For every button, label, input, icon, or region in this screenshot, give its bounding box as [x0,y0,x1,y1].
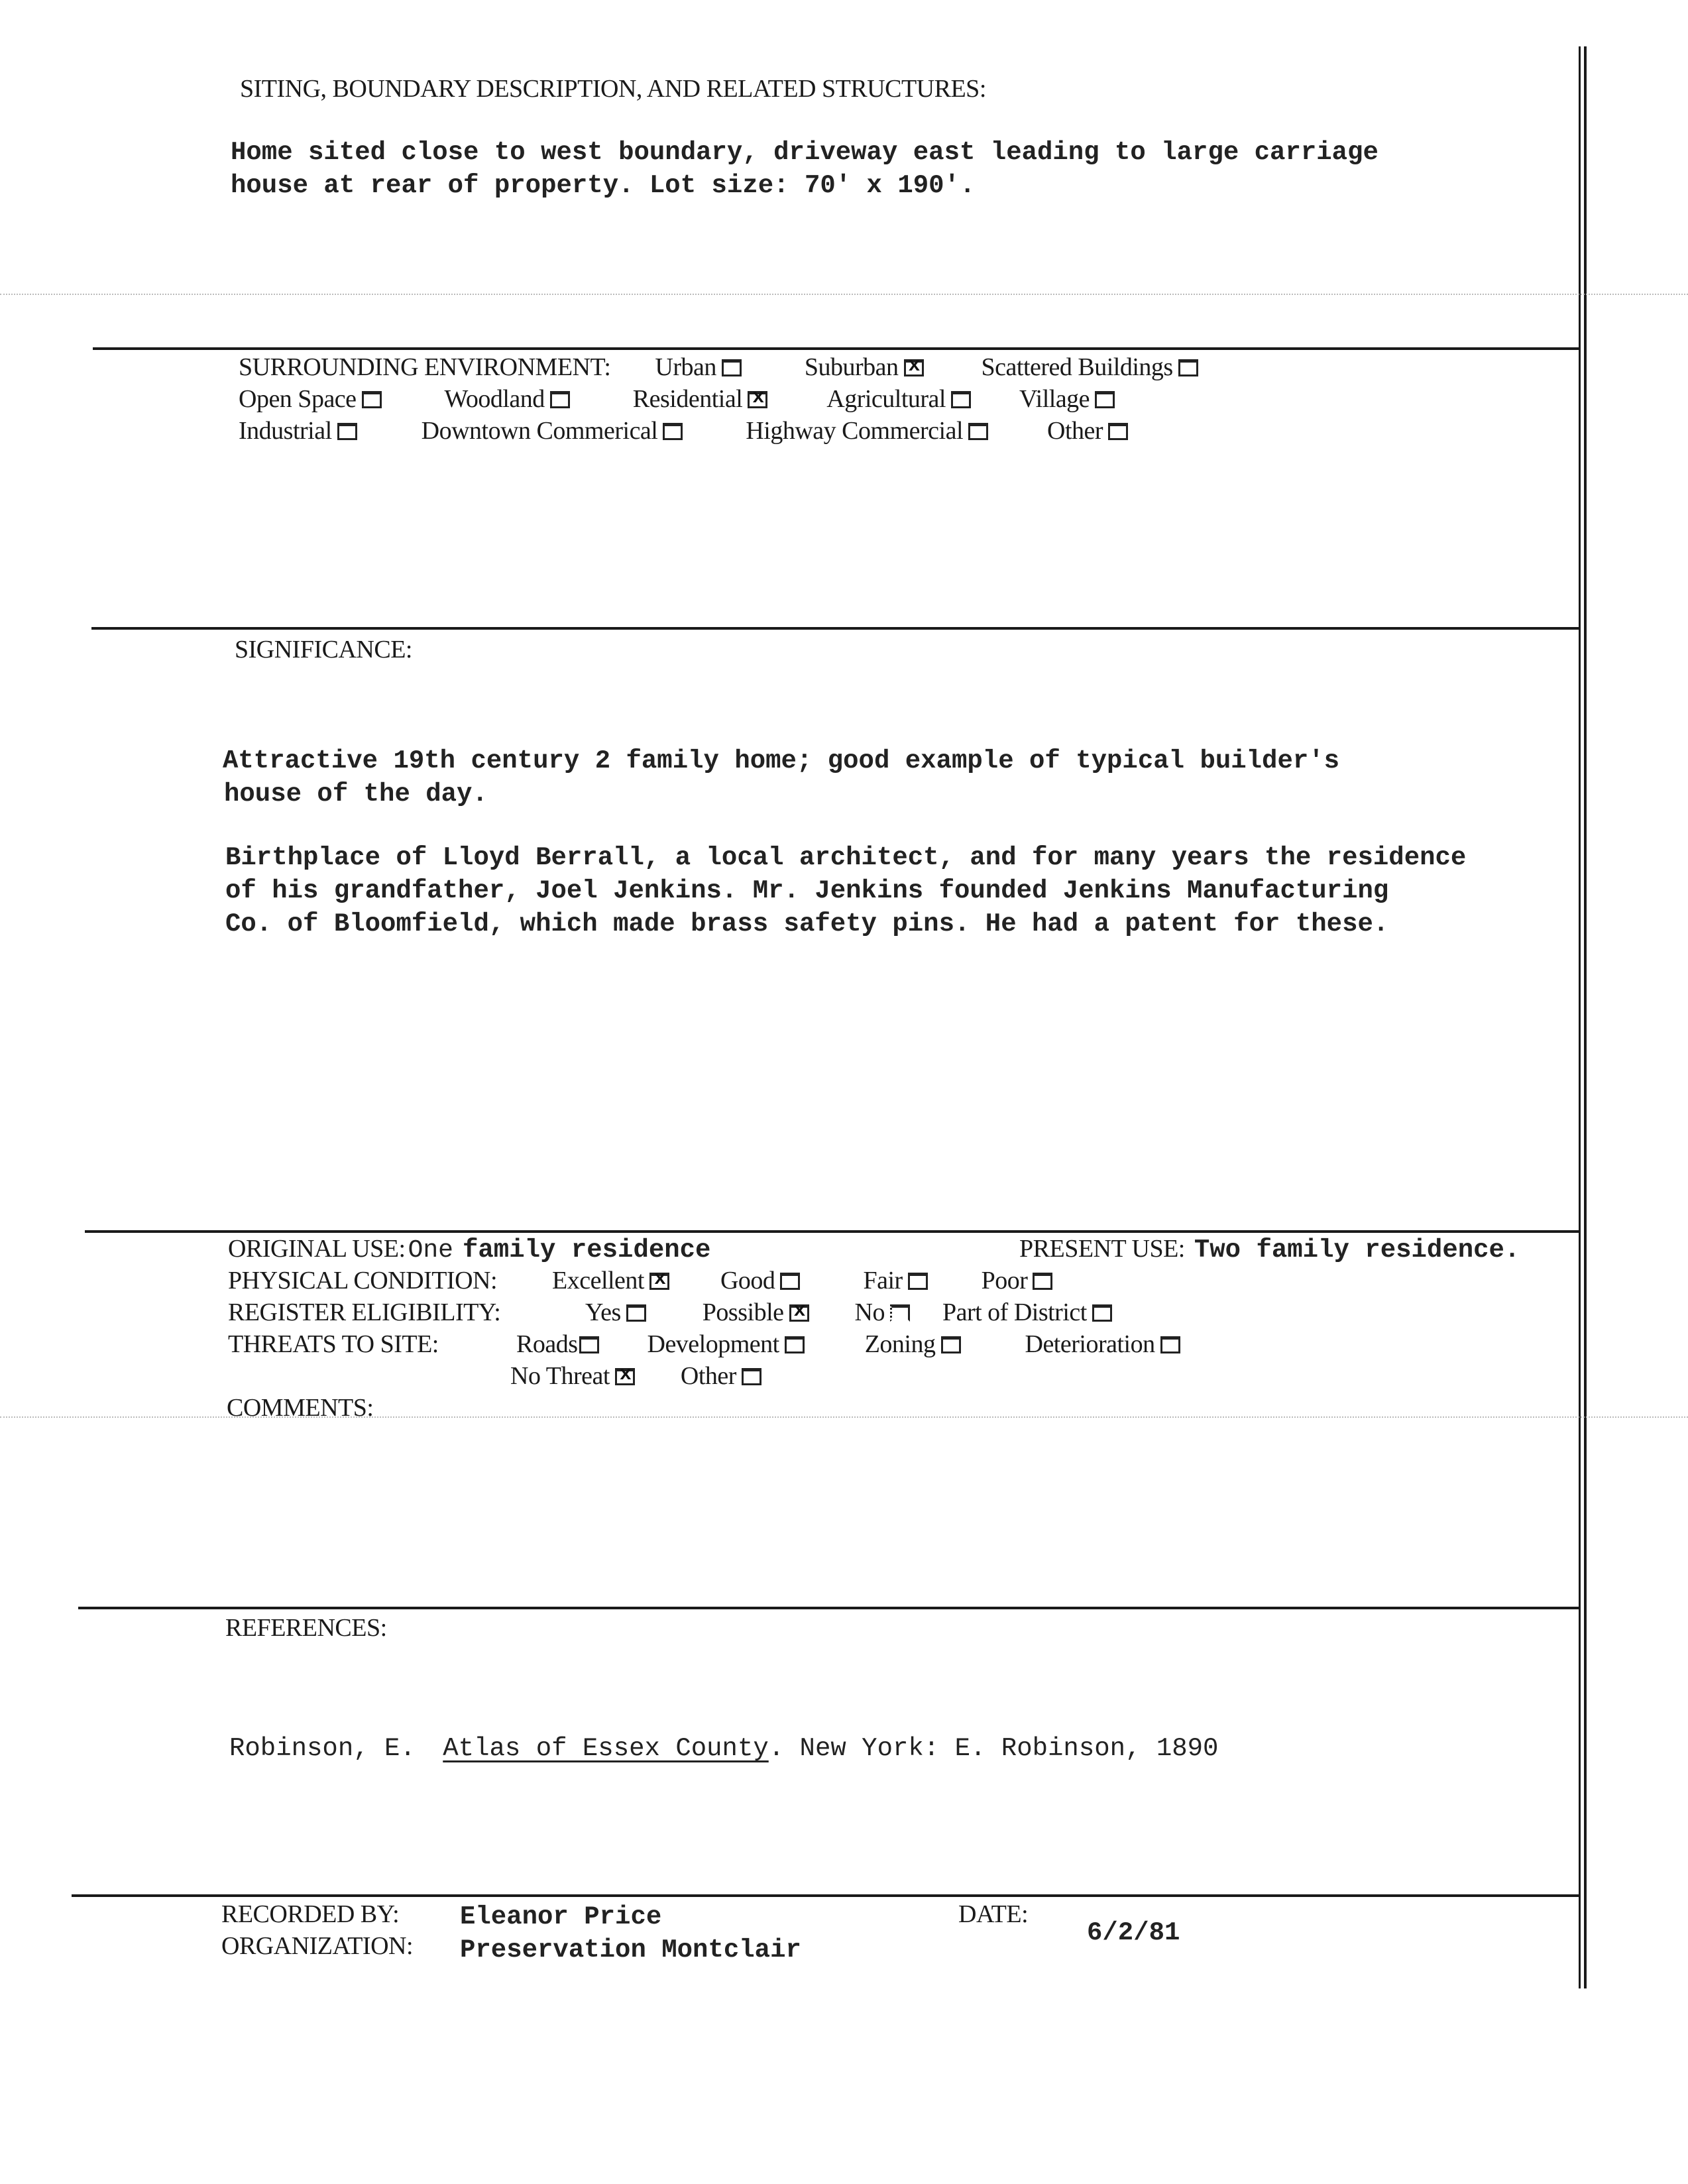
environment-row-3 [239,416,1128,445]
threat-option-no-threat[interactable] [510,1361,635,1391]
option-label: Downtown Commerical [421,417,658,445]
environment-row-1 [239,353,1198,382]
siting-heading: SITING, BOUNDARY DESCRIPTION, AND RELATED STRUCTURES: [240,75,986,103]
option-label: Other [680,1362,736,1390]
section-divider [93,347,1580,350]
checkbox[interactable] [1178,359,1198,376]
checkbox[interactable] [722,359,742,376]
threat-option-zoning[interactable] [865,1330,961,1359]
section-divider [91,627,1580,630]
env-option-highway-commercial[interactable] [746,416,988,445]
significance-heading: SIGNIFICANCE: [235,636,412,663]
option-label: Other [1047,417,1103,445]
siting-line-1: Home sited close to west boundary, driveway east leading to large carriage [231,138,1379,167]
organization-label: ORGANIZATION: [221,1932,414,1960]
original-use-label: ORIGINAL USE: [228,1235,406,1263]
section-divider [78,1607,1580,1609]
checkbox[interactable] [941,1336,961,1353]
checkbox-checked[interactable] [748,391,767,408]
checkbox[interactable] [337,423,357,440]
condition-option-fair[interactable] [863,1266,927,1295]
threats-row-2 [510,1361,761,1391]
threat-option-roads[interactable] [516,1330,599,1359]
option-label: Residential [632,385,743,413]
original-use-row [228,1234,710,1265]
option-label: Possible [702,1298,784,1326]
eligibility-option-no[interactable] [855,1298,910,1327]
reference-title: Atlas of Essex County [443,1734,769,1763]
checkbox[interactable] [1160,1336,1180,1353]
env-option-agricultural[interactable] [826,384,971,414]
reference-publication: . New York: E. Robinson, 1890 [768,1734,1219,1763]
checkbox[interactable] [362,391,382,408]
checkbox[interactable] [780,1273,800,1290]
option-label: Industrial [239,417,332,445]
organization-value: Preservation Montclair [460,1935,801,1965]
checkbox-checked[interactable] [649,1273,669,1290]
significance-p1-line-2: house of the day. [224,779,488,809]
threats-row-1 [228,1330,1180,1359]
right-border-inner [1579,46,1581,1988]
recorded-by-value: Eleanor Price [460,1902,662,1931]
environment-heading: SURROUNDING ENVIRONMENT: [239,353,611,381]
significance-p2-line-2: of his grandfather, Joel Jenkins. Mr. Jenkins founded Jenkins Manufacturing [225,876,1389,905]
env-option-woodland[interactable] [445,384,570,414]
env-option-residential[interactable] [633,384,767,414]
reference-author: Robinson, E. [229,1734,416,1763]
threat-option-other[interactable] [681,1361,761,1391]
scan-artifact-line [0,294,1688,295]
register-eligibility-row [228,1298,1112,1327]
present-use-value: Two family residence. [1194,1236,1520,1265]
condition-option-good[interactable] [720,1266,800,1295]
register-eligibility-label: REGISTER ELIGIBILITY: [228,1298,501,1326]
physical-condition-label: PHYSICAL CONDITION: [228,1267,498,1294]
env-option-scattered-buildings[interactable] [982,353,1198,382]
condition-option-excellent[interactable] [552,1266,669,1295]
date-label: DATE: [958,1900,1029,1928]
significance-p2-line-1: Birthplace of Lloyd Berrall, a local architect, and for many years the residence [225,843,1467,872]
option-label: Zoning [864,1330,936,1358]
checkbox[interactable] [951,391,971,408]
env-option-village[interactable] [1019,384,1115,414]
checkbox[interactable] [785,1336,805,1353]
env-option-suburban[interactable] [805,353,924,382]
option-label: Scattered Buildings [981,353,1173,381]
env-option-other[interactable] [1047,416,1128,445]
checkbox[interactable] [550,391,570,408]
checkbox[interactable] [1033,1273,1052,1290]
present-use-label: PRESENT USE: [1019,1235,1185,1263]
original-use-value: family residence [463,1236,711,1265]
checkbox[interactable] [663,423,683,440]
option-label: Open Space [239,385,357,413]
option-label: Yes [585,1298,621,1326]
threat-option-deterioration[interactable] [1025,1330,1180,1359]
eligibility-option-possible[interactable] [703,1298,809,1327]
checkbox[interactable] [890,1304,910,1322]
reference-entry [229,1734,1218,1763]
option-label: Woodland [444,385,545,413]
checkbox[interactable] [1108,423,1128,440]
present-use-row [1019,1234,1520,1265]
references-heading: REFERENCES: [225,1614,387,1642]
significance-p1-line-1: Attractive 19th century 2 family home; good example of typical builder's [223,746,1340,776]
option-label: Fair [863,1267,903,1294]
date-value: 6/2/81 [1087,1918,1180,1947]
condition-option-poor[interactable] [982,1266,1053,1295]
option-label: Suburban [804,353,899,381]
checkbox[interactable] [626,1304,646,1322]
environment-row-2 [239,384,1115,414]
env-option-open-space[interactable] [239,384,382,414]
option-label: Roads [516,1330,578,1358]
physical-condition-row [228,1266,1052,1295]
threats-label: THREATS TO SITE: [228,1330,439,1358]
option-label: No Threat [510,1362,610,1390]
env-option-industrial[interactable] [239,416,357,445]
checkbox[interactable] [968,423,988,440]
comments-label: COMMENTS: [227,1394,374,1422]
original-use-prefix: One [408,1236,453,1265]
checkbox-checked[interactable] [789,1304,809,1322]
checkbox[interactable] [579,1336,599,1353]
recorded-by-label: RECORDED BY: [221,1900,400,1928]
eligibility-option-part-of-district[interactable] [942,1298,1112,1327]
checkbox[interactable] [908,1273,928,1290]
section-divider [85,1230,1580,1233]
section-divider [72,1894,1580,1897]
siting-line-2: house at rear of property. Lot size: 70' x 190'. [231,171,976,200]
checkbox[interactable] [742,1368,761,1385]
env-option-downtown-commerical[interactable] [422,416,683,445]
option-label: Excellent [552,1267,644,1294]
threat-option-development[interactable] [647,1330,805,1359]
checkbox[interactable] [1095,391,1115,408]
option-label: Part of District [942,1298,1087,1326]
option-label: Poor [981,1267,1028,1294]
option-label: No [854,1298,885,1326]
eligibility-option-yes[interactable] [585,1298,646,1327]
checkbox[interactable] [1092,1304,1112,1322]
option-label: Village [1019,385,1090,413]
option-label: Highway Commercial [746,417,963,445]
option-label: Development [647,1330,779,1358]
env-option-urban[interactable] [655,353,741,382]
option-label: Urban [655,353,716,381]
option-label: Agricultural [826,385,946,413]
checkbox-checked[interactable] [904,359,924,376]
significance-p2-line-3: Co. of Bloomfield, which made brass safety pins. He had a patent for these. [225,909,1389,939]
right-border-outer [1584,46,1587,1988]
checkbox-checked[interactable] [615,1368,635,1385]
option-label: Good [720,1267,775,1294]
option-label: Deterioration [1025,1330,1155,1358]
